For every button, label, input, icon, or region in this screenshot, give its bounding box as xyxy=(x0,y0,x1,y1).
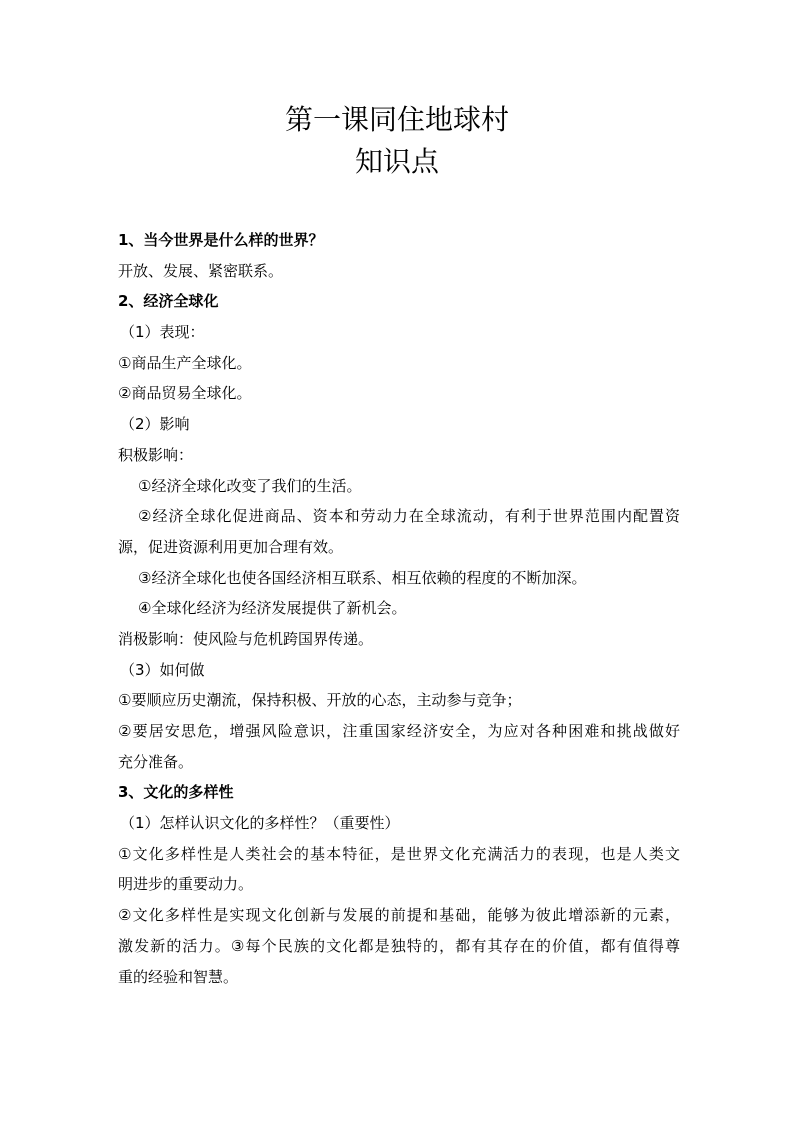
document-title: 第一课同住地球村 xyxy=(284,103,509,136)
section-heading: 2、经济全球化 xyxy=(118,292,219,311)
body-text-line: ①文化多样性是人类社会的基本特征，是世界文化充满活力的表现，也是人类文 xyxy=(118,844,680,863)
body-text-line: 重的经验和智慧。 xyxy=(118,967,239,986)
document-subtitle: 知识点 xyxy=(354,145,439,178)
body-text-line: ①商品生产全球化。 xyxy=(118,353,252,372)
document-body xyxy=(118,225,680,992)
body-text-line: 明进步的重要动力。 xyxy=(118,875,254,894)
body-text-line: ②文化多样性是实现文化创新与发展的前提和基础，能够为彼此增添新的元素， xyxy=(118,906,680,925)
body-text-line: 开放、发展、紧密联系。 xyxy=(118,261,284,280)
body-text-line: ①经济全球化改变了我们的生活。 xyxy=(138,476,362,495)
body-text-line: 源，促进资源利用更加合理有效。 xyxy=(118,537,344,556)
body-text-line: （2）影响 xyxy=(120,415,190,434)
body-text-line: ②要居安思危，增强风险意识，注重国家经济安全，为应对各种困难和挑战做好 xyxy=(118,722,680,740)
body-text-line: （1）表现： xyxy=(120,323,205,342)
body-text-line: （1）怎样认识文化的多样性？（重要性） xyxy=(120,814,400,833)
body-text-line: ③经济全球化也使各国经济相互联系、相互依赖的程度的不断加深。 xyxy=(138,568,587,587)
body-text-line: ①要顺应历史潮流，保持积极、开放的心态，主动参与竞争； xyxy=(118,691,522,710)
body-text-line: ②商品贸易全球化。 xyxy=(118,384,252,403)
body-text-line: 积极影响： xyxy=(118,445,194,464)
body-text-line: 充分准备。 xyxy=(118,752,194,771)
body-text-line: （3）如何做 xyxy=(120,660,205,679)
body-text-line: 激发新的活力。③每个民族的文化都是独特的，都有其存在的价值，都有值得尊 xyxy=(118,936,680,955)
body-text-line: ④全球化经济为经济发展提供了新机会。 xyxy=(138,599,407,618)
section-heading: 3、文化的多样性 xyxy=(118,783,234,802)
body-text-line: ②经济全球化促进商品、资本和劳动力在全球流动，有利于世界范围内配置资 xyxy=(138,507,680,526)
body-text-line: 消极影响：使风险与危机跨国界传递。 xyxy=(118,629,374,648)
section-heading: 1、当今世界是什么样的世界？ xyxy=(118,231,324,249)
